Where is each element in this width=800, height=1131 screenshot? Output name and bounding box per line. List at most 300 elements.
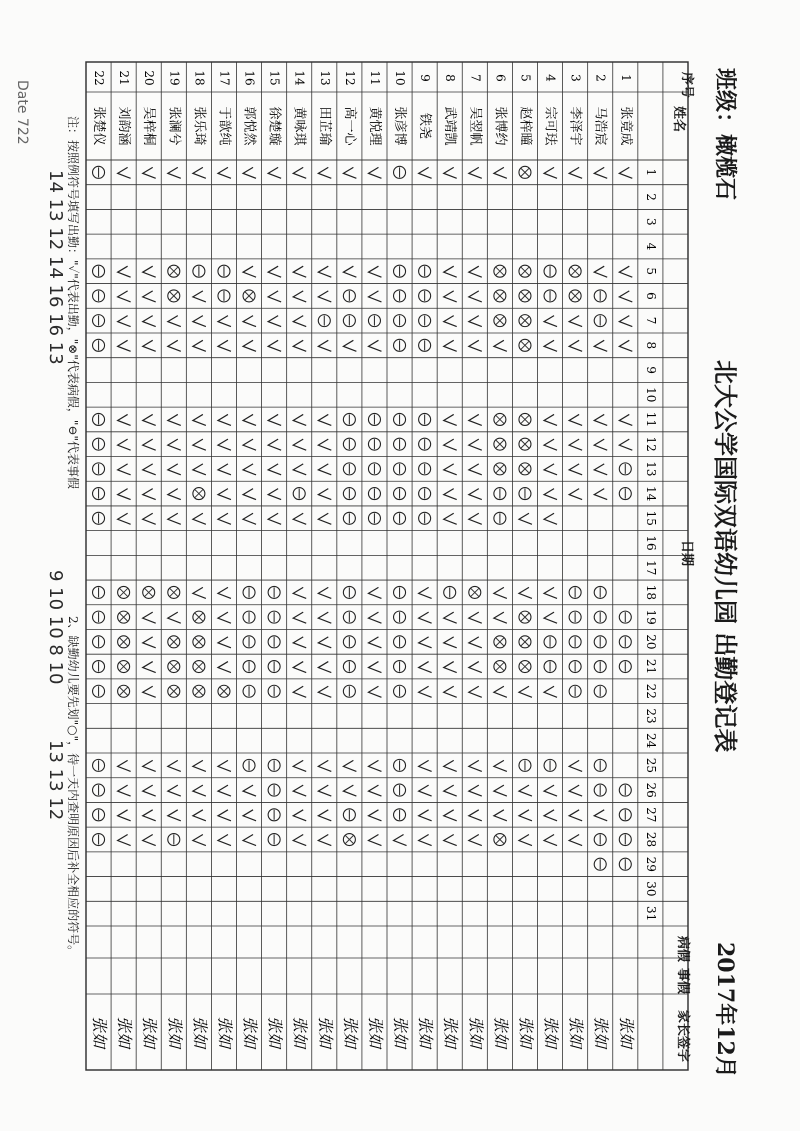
attendance-check-mark <box>218 637 231 648</box>
attendance-check-mark <box>569 316 582 327</box>
attendance-check-mark <box>419 760 432 771</box>
attendance-check-mark <box>318 167 331 178</box>
attendance-check-mark <box>118 266 131 277</box>
day-number-4: 4 <box>643 242 658 251</box>
attendance-check-mark <box>318 612 331 623</box>
attendance-check-mark <box>118 316 131 327</box>
attendance-check-mark <box>143 316 156 327</box>
attendance-check-mark <box>143 414 156 425</box>
attendance-check-mark <box>544 612 557 623</box>
attendance-check-mark <box>594 340 607 351</box>
parent-signature: 张如 <box>466 1015 486 1049</box>
attendance-check-mark <box>594 266 607 277</box>
parent-signature: 张如 <box>340 1015 360 1049</box>
attendance-check-mark <box>143 612 156 623</box>
attendance-check-mark <box>243 414 256 425</box>
student-name: 赵梓曈 <box>517 106 533 146</box>
attendance-check-mark <box>519 686 532 697</box>
attendance-check-mark <box>444 686 457 697</box>
attendance-check-mark <box>419 612 432 623</box>
attendance-check-mark <box>469 316 482 327</box>
day-number-24: 24 <box>643 733 658 749</box>
attendance-check-mark <box>419 587 432 598</box>
attendance-check-mark <box>118 340 131 351</box>
attendance-check-mark <box>318 513 331 524</box>
parent-signature: 张如 <box>165 1015 185 1049</box>
attendance-check-mark <box>343 167 356 178</box>
attendance-check-mark <box>444 637 457 648</box>
attendance-check-mark <box>193 587 206 598</box>
attendance-check-mark <box>469 637 482 648</box>
attendance-check-mark <box>594 414 607 425</box>
student-name: 张乐琦 <box>191 106 207 146</box>
attendance-check-mark <box>318 291 331 302</box>
attendance-check-mark <box>118 835 131 846</box>
attendance-check-mark <box>419 785 432 796</box>
attendance-check-mark <box>268 291 281 302</box>
attendance-check-mark <box>168 316 181 327</box>
attendance-check-mark <box>218 835 231 846</box>
student-name: 马浩宸 <box>592 106 608 146</box>
student-no: 13 <box>317 70 332 86</box>
attendance-check-mark <box>268 340 281 351</box>
attendance-check-mark <box>519 587 532 598</box>
attendance-check-mark <box>143 785 156 796</box>
attendance-check-mark <box>368 340 381 351</box>
attendance-check-mark <box>569 464 582 475</box>
attendance-check-mark <box>469 266 482 277</box>
student-name: 吴梓桐 <box>141 106 157 146</box>
attendance-check-mark <box>494 340 507 351</box>
parent-signature: 张如 <box>215 1015 235 1049</box>
attendance-check-mark <box>569 489 582 500</box>
parent-signature: 张如 <box>240 1015 260 1049</box>
day-number-5: 5 <box>643 267 658 276</box>
student-no: 17 <box>217 70 232 86</box>
header-parent-sign: 家长签字 <box>675 1010 690 1063</box>
attendance-check-mark <box>293 686 306 697</box>
attendance-check-mark <box>544 464 557 475</box>
header-date: 日期 <box>679 540 694 567</box>
attendance-check-mark <box>143 291 156 302</box>
attendance-check-mark <box>494 587 507 598</box>
header-sick-leave: 病假 <box>675 936 690 963</box>
student-name: 郭悦然 <box>241 106 257 146</box>
day-number-1: 1 <box>643 168 658 177</box>
attendance-check-mark <box>243 785 256 796</box>
attendance-check-mark <box>343 760 356 771</box>
attendance-check-mark <box>519 835 532 846</box>
student-no: 4 <box>543 74 558 82</box>
parent-signature: 张如 <box>90 1015 110 1049</box>
attendance-check-mark <box>293 464 306 475</box>
attendance-check-mark <box>218 414 231 425</box>
attendance-check-mark <box>143 810 156 821</box>
attendance-check-mark <box>268 266 281 277</box>
parent-signature: 张如 <box>115 1015 135 1049</box>
attendance-check-mark <box>544 439 557 450</box>
attendance-check-mark <box>118 785 131 796</box>
attendance-check-mark <box>544 513 557 524</box>
attendance-check-mark <box>569 340 582 351</box>
attendance-check-mark <box>469 835 482 846</box>
attendance-check-mark <box>619 340 632 351</box>
student-name: 张澜兮 <box>166 106 182 146</box>
parent-signature: 张如 <box>491 1015 511 1049</box>
attendance-check-mark <box>143 340 156 351</box>
attendance-check-mark <box>168 489 181 500</box>
attendance-check-mark <box>494 785 507 796</box>
attendance-check-mark <box>318 587 331 598</box>
attendance-check-mark <box>469 340 482 351</box>
attendance-check-mark <box>218 587 231 598</box>
student-no: 5 <box>518 74 533 82</box>
attendance-check-mark <box>243 810 256 821</box>
day-number-9: 9 <box>643 366 658 374</box>
attendance-check-mark <box>444 316 457 327</box>
attendance-check-mark <box>293 291 306 302</box>
attendance-check-mark <box>318 835 331 846</box>
attendance-check-mark <box>168 414 181 425</box>
attendance-check-mark <box>218 340 231 351</box>
attendance-check-mark <box>444 439 457 450</box>
parent-signature: 张如 <box>265 1015 285 1049</box>
attendance-check-mark <box>293 266 306 277</box>
header-name: 姓名 <box>671 106 686 133</box>
attendance-check-mark <box>268 489 281 500</box>
day-number-28: 28 <box>643 831 658 848</box>
attendance-check-mark <box>318 439 331 450</box>
attendance-check-mark <box>168 340 181 351</box>
attendance-check-mark <box>218 489 231 500</box>
class-label: 班级：橄榄石 <box>712 68 738 201</box>
attendance-check-mark <box>318 662 331 673</box>
attendance-check-mark <box>444 414 457 425</box>
attendance-check-mark <box>444 489 457 500</box>
attendance-check-mark <box>444 785 457 796</box>
header-index: 序号 <box>679 72 694 99</box>
attendance-check-mark <box>544 167 557 178</box>
attendance-check-mark <box>143 266 156 277</box>
parent-signature: 张如 <box>541 1015 561 1049</box>
attendance-check-mark <box>193 340 206 351</box>
attendance-check-mark <box>444 612 457 623</box>
attendance-check-mark <box>368 686 381 697</box>
attendance-check-mark <box>469 439 482 450</box>
attendance-check-mark <box>118 464 131 475</box>
attendance-check-mark <box>193 439 206 450</box>
attendance-check-mark <box>594 489 607 500</box>
attendance-check-mark <box>118 414 131 425</box>
attendance-check-mark <box>394 835 407 846</box>
attendance-check-mark <box>368 587 381 598</box>
attendance-check-mark <box>368 662 381 673</box>
student-no: 11 <box>367 70 382 86</box>
attendance-check-mark <box>469 167 482 178</box>
attendance-check-mark <box>419 662 432 673</box>
attendance-check-mark <box>143 662 156 673</box>
attendance-check-mark <box>218 167 231 178</box>
student-no: 14 <box>292 70 307 86</box>
attendance-check-mark <box>118 810 131 821</box>
attendance-check-mark <box>118 760 131 771</box>
attendance-check-mark <box>368 266 381 277</box>
attendance-check-mark <box>619 291 632 302</box>
attendance-check-mark <box>193 291 206 302</box>
attendance-check-mark <box>193 464 206 475</box>
parent-signature: 张如 <box>566 1015 586 1049</box>
day-number-15: 15 <box>643 510 658 526</box>
attendance-check-mark <box>268 439 281 450</box>
attendance-check-mark <box>318 266 331 277</box>
attendance-check-mark <box>118 489 131 500</box>
attendance-check-mark <box>268 316 281 327</box>
student-name: 于歆纯 <box>216 106 232 146</box>
attendance-check-mark <box>444 810 457 821</box>
attendance-check-mark <box>444 291 457 302</box>
attendance-check-mark <box>368 835 381 846</box>
day-number-20: 20 <box>643 634 658 650</box>
page-title: 北大公学国际双语幼儿园 出勤登记表 <box>711 360 740 753</box>
attendance-check-mark <box>368 291 381 302</box>
attendance-check-mark <box>218 439 231 450</box>
attendance-check-mark <box>243 439 256 450</box>
attendance-check-mark <box>218 464 231 475</box>
student-name: 田芷瑜 <box>316 106 332 146</box>
attendance-check-mark <box>168 810 181 821</box>
student-name: 武靖凯 <box>442 106 458 146</box>
attendance-check-mark <box>444 266 457 277</box>
attendance-check-mark <box>419 167 432 178</box>
attendance-check-mark <box>419 686 432 697</box>
student-no: 20 <box>142 70 157 86</box>
day-number-18: 18 <box>643 584 658 601</box>
attendance-check-mark <box>143 489 156 500</box>
attendance-check-mark <box>318 489 331 500</box>
attendance-check-mark <box>544 414 557 425</box>
attendance-check-mark <box>318 340 331 351</box>
student-name: 宗可珐 <box>542 106 558 146</box>
attendance-check-mark <box>293 612 306 623</box>
attendance-check-mark <box>569 167 582 178</box>
student-name: 铁尧 <box>417 112 433 140</box>
footer-note-2: 2、缺勤幼儿要先划"○"，待一天内查明原因后补全相应的符号。 <box>66 616 80 958</box>
student-no: 6 <box>493 74 508 82</box>
attendance-check-mark <box>519 513 532 524</box>
attendance-check-mark <box>469 489 482 500</box>
footer-note-1: 注：按照例符号填写出勤："✓"代表出勤，"⊗"代表病假，"⊖"代表事假 <box>66 116 80 489</box>
student-name: 徐楚璇 <box>266 106 282 146</box>
attendance-check-mark <box>544 785 557 796</box>
attendance-check-mark <box>544 686 557 697</box>
day-number-27: 27 <box>643 807 658 823</box>
handwritten-left-margin: Date 722 <box>14 80 30 145</box>
attendance-check-mark <box>519 810 532 821</box>
day-number-29: 29 <box>643 856 658 872</box>
day-number-10: 10 <box>643 387 658 403</box>
day-number-17: 17 <box>643 560 658 576</box>
parent-signature: 张如 <box>516 1015 536 1049</box>
attendance-check-mark <box>293 637 306 648</box>
attendance-check-mark <box>544 489 557 500</box>
attendance-check-mark <box>569 414 582 425</box>
attendance-check-mark <box>118 167 131 178</box>
attendance-check-mark <box>268 464 281 475</box>
attendance-check-mark <box>619 414 632 425</box>
attendance-check-mark <box>619 266 632 277</box>
attendance-check-mark <box>519 785 532 796</box>
student-no: 19 <box>167 70 182 86</box>
attendance-check-mark <box>544 316 557 327</box>
attendance-check-mark <box>293 414 306 425</box>
attendance-check-mark <box>293 439 306 450</box>
student-no: 21 <box>117 70 132 86</box>
attendance-check-mark <box>494 810 507 821</box>
attendance-check-mark <box>143 686 156 697</box>
day-number-22: 22 <box>643 683 658 699</box>
attendance-check-mark <box>619 167 632 178</box>
attendance-check-mark <box>368 785 381 796</box>
attendance-check-mark <box>594 167 607 178</box>
attendance-check-mark <box>569 760 582 771</box>
student-no: 2 <box>593 74 608 82</box>
attendance-check-mark <box>569 810 582 821</box>
handwritten-attend-counts: 14 13 12 14 16 16 13 <box>45 170 66 365</box>
parent-signature: 张如 <box>365 1015 385 1049</box>
attendance-check-mark <box>168 464 181 475</box>
attendance-check-mark <box>293 760 306 771</box>
day-number-13: 13 <box>643 461 658 477</box>
attendance-check-mark <box>619 316 632 327</box>
attendance-check-mark <box>143 439 156 450</box>
attendance-check-mark <box>193 513 206 524</box>
attendance-check-mark <box>368 637 381 648</box>
handwritten-sick-counts: 9 10 10 8 10 <box>45 570 66 685</box>
student-no: 9 <box>418 74 433 82</box>
student-no: 16 <box>242 70 257 86</box>
attendance-check-mark <box>218 612 231 623</box>
day-number-11: 11 <box>643 411 658 428</box>
day-number-2: 2 <box>643 193 658 201</box>
attendance-check-mark <box>293 662 306 673</box>
student-no: 12 <box>342 70 357 86</box>
attendance-check-mark <box>469 662 482 673</box>
attendance-check-mark <box>444 464 457 475</box>
attendance-check-mark <box>368 612 381 623</box>
day-number-23: 23 <box>643 708 658 724</box>
attendance-check-mark <box>318 810 331 821</box>
attendance-check-mark <box>368 760 381 771</box>
attendance-check-mark <box>594 810 607 821</box>
attendance-check-mark <box>494 167 507 178</box>
attendance-check-mark <box>193 785 206 796</box>
attendance-check-mark <box>218 662 231 673</box>
attendance-check-mark <box>469 414 482 425</box>
student-no: 10 <box>393 70 408 86</box>
attendance-check-mark <box>469 760 482 771</box>
attendance-check-mark <box>544 835 557 846</box>
attendance-check-mark <box>268 414 281 425</box>
attendance-check-mark <box>318 760 331 771</box>
attendance-check-mark <box>569 439 582 450</box>
attendance-check-mark <box>243 266 256 277</box>
day-number-8: 8 <box>643 341 658 350</box>
attendance-check-mark <box>143 760 156 771</box>
attendance-check-mark <box>444 835 457 846</box>
attendance-check-mark <box>569 835 582 846</box>
student-no: 8 <box>443 74 458 82</box>
attendance-check-mark <box>193 760 206 771</box>
attendance-check-mark <box>544 810 557 821</box>
attendance-check-mark <box>544 587 557 598</box>
student-no: 7 <box>468 74 483 82</box>
attendance-check-mark <box>293 340 306 351</box>
attendance-check-mark <box>469 464 482 475</box>
parent-signature: 张如 <box>290 1015 310 1049</box>
parent-signature: 张如 <box>140 1015 160 1049</box>
attendance-check-mark <box>318 464 331 475</box>
attendance-check-mark <box>143 835 156 846</box>
attendance-check-mark <box>444 167 457 178</box>
student-name: 黄咏琪 <box>291 106 307 146</box>
student-name: 李泽宇 <box>567 106 583 146</box>
attendance-check-mark <box>293 835 306 846</box>
day-number-12: 12 <box>643 436 658 452</box>
attendance-check-mark <box>494 612 507 623</box>
attendance-check-mark <box>243 167 256 178</box>
attendance-check-mark <box>143 167 156 178</box>
student-name: 黄悦理 <box>366 106 382 146</box>
day-number-21: 21 <box>643 658 658 675</box>
attendance-check-mark <box>469 686 482 697</box>
attendance-check-mark <box>243 489 256 500</box>
student-no: 22 <box>92 70 107 86</box>
student-name: 张竟成 <box>617 106 633 146</box>
parent-signature: 张如 <box>616 1015 636 1049</box>
day-number-16: 16 <box>643 535 658 551</box>
attendance-check-mark <box>118 439 131 450</box>
attendance-check-mark <box>469 513 482 524</box>
attendance-check-mark <box>193 414 206 425</box>
attendance-check-mark <box>218 316 231 327</box>
attendance-check-mark <box>419 637 432 648</box>
attendance-check-mark <box>318 414 331 425</box>
attendance-check-mark <box>293 810 306 821</box>
attendance-check-mark <box>444 513 457 524</box>
attendance-check-mark <box>343 785 356 796</box>
attendance-check-mark <box>143 637 156 648</box>
attendance-check-mark <box>318 637 331 648</box>
student-no: 3 <box>568 74 583 82</box>
attendance-check-mark <box>168 439 181 450</box>
day-number-6: 6 <box>643 292 658 300</box>
attendance-check-mark <box>318 686 331 697</box>
attendance-check-mark <box>469 291 482 302</box>
attendance-check-mark <box>594 439 607 450</box>
attendance-check-mark <box>243 464 256 475</box>
attendance-check-mark <box>168 760 181 771</box>
attendance-check-mark <box>368 167 381 178</box>
attendance-check-mark <box>193 316 206 327</box>
attendance-check-mark <box>469 612 482 623</box>
parent-signature: 张如 <box>315 1015 335 1049</box>
header-personal-leave: 事假 <box>675 968 690 995</box>
attendance-check-mark <box>293 785 306 796</box>
attendance-check-mark <box>268 167 281 178</box>
day-number-14: 14 <box>643 485 658 502</box>
parent-signature: 张如 <box>391 1015 411 1049</box>
attendance-check-mark <box>143 513 156 524</box>
